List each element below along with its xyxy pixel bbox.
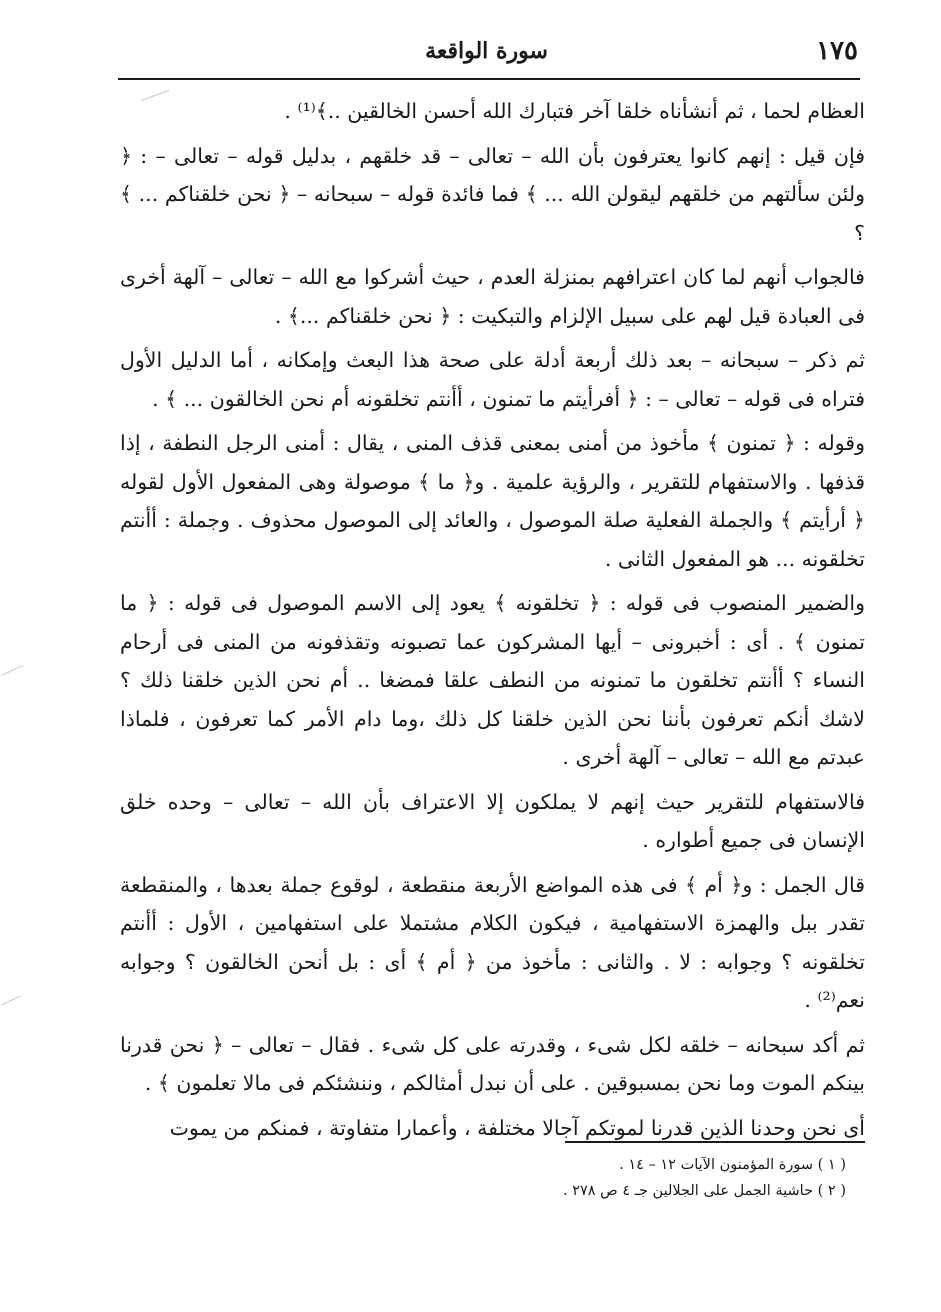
header-divider	[118, 78, 860, 80]
paragraph-2: فإن قيل : إنهم كانوا يعترفون بأن الله – تعالى – قد خلقهم ، بدليل قوله – تعالى – : ﴿ ولئن سألتهم من خلقهم ليقولن الله ... ﴾ فما فائدة قوله – سبحانه – ﴿ نحن خلقناكم ... ﴾ ؟	[120, 143, 865, 245]
paragraph-6: والضمير المنصوب فى قوله : ﴿ تخلقونه ﴾ يعود إلى الاسم الموصول فى قوله : ﴿ ما تمنون ﴾ . أى : أخبرونى – أيها المشركون عما تصبونه وتقذفونه من المنى فى أرحام النساء ؟ أأنتم تخلقون ما تمنونه من النطف علقا فمضغا .. أم نحن الذين خلقنا ذلك ؟ لاشك أنكم تعرفون بأننا نحن الذين خلقنا كل ذلك ،وما دام الأمر كما تعرفون ، فلماذا عبدتم مع الله – تعالى – آلهة أخرى .	[120, 591, 865, 769]
paragraph-4: ثم ذكر – سبحانه – بعد ذلك أربعة أدلة على صحة هذا البعث وإمكانه ، أما الدليل الأول فتراه فى قوله – تعالى – : ﴿ أفرأيتم ما تمنون ، أأنتم تخلقونه أم نحن الخالقون ... ﴾ .	[120, 348, 865, 411]
margin-scan-mark	[1, 995, 21, 1005]
surah-title: سورة الواقعة	[425, 38, 548, 64]
body-text	[120, 92, 865, 1153]
page-number: ١٧٥	[816, 36, 858, 66]
paragraph-1: العظام لحما ، ثم أنشأناه خلقا آخر فتبارك الله أحسن الخالقين ..﴾⁽¹⁾ .	[284, 99, 865, 123]
footnote-1: ( ١ ) سورة المؤمنون الآيات ١٢ – ١٤ .	[619, 1157, 846, 1173]
page-header	[115, 30, 858, 78]
margin-scan-mark	[1, 665, 23, 676]
paragraph-5: وقوله : ﴿ تمنون ﴾ مأخوذ من أمنى بمعنى قذف المنى ، يقال : أمنى الرجل النطفة ، إذا قذفها . والاستفهام للتقرير ، والرؤية علمية . و﴿ ما ﴾ موصولة وهى المفعول الأول لقوله ﴿ أرأيتم ﴾ والجملة الفعلية صلة الموصول ، والعائد إلى الموصول محذوف . وجملة : أأنتم تخلقونه ... هو المفعول الثانى .	[120, 431, 866, 571]
paragraph-3: فالجواب أنهم لما كان اعترافهم بمنزلة العدم ، حيث أشركوا مع الله – تعالى – آلهة أخرى فى العبادة قيل لهم على سبيل الإلزام والتبكيت : ﴿ نحن خلقناكم ...﴾ .	[120, 265, 865, 328]
paragraph-8: قال الجمل : و﴿ أم ﴾ فى هذه المواضع الأربعة منقطعة ، لوقوع جملة بعدها ، والمنقطعة تقدر ببل والهمزة الاستفهامية ، فيكون الكلام مشتملا على استفهامين ، الأول : أأنتم تخلقونه ؟ وجوابه : لا . والثانى : مأخوذ من ﴿ أم ﴾ أى : بل أنحن الخالقون ؟ وجوابه نعم⁽²⁾ .	[120, 872, 865, 1012]
footnote-divider	[565, 1141, 865, 1143]
paragraph-9: ثم أكد سبحانه – خلقه لكل شىء ، وقدرته على كل شىء . فقال – تعالى – ﴿ نحن قدرنا بينكم الموت وما نحن بمسبوقين . على أن نبدل أمثالكم ، وننشئكم فى مالا تعلمون ﴾ .	[120, 1032, 865, 1095]
footnote-2: ( ٢ ) حاشية الجمل على الجلالين جـ ٤ ص ٢٧٨ .	[562, 1183, 846, 1199]
paragraph-7: فالاستفهام للتقرير حيث إنهم لا يملكون إلا الاعتراف بأن الله – تعالى – وحده خلق الإنسان فى جميع أطواره .	[120, 789, 865, 852]
paragraph-10: أى نحن وحدنا الذين قدرنا لموتكم آجالا مختلفة ، وأعمارا متفاوتة ، فمنكم من يموت	[169, 1115, 865, 1140]
footnotes	[426, 1152, 846, 1204]
